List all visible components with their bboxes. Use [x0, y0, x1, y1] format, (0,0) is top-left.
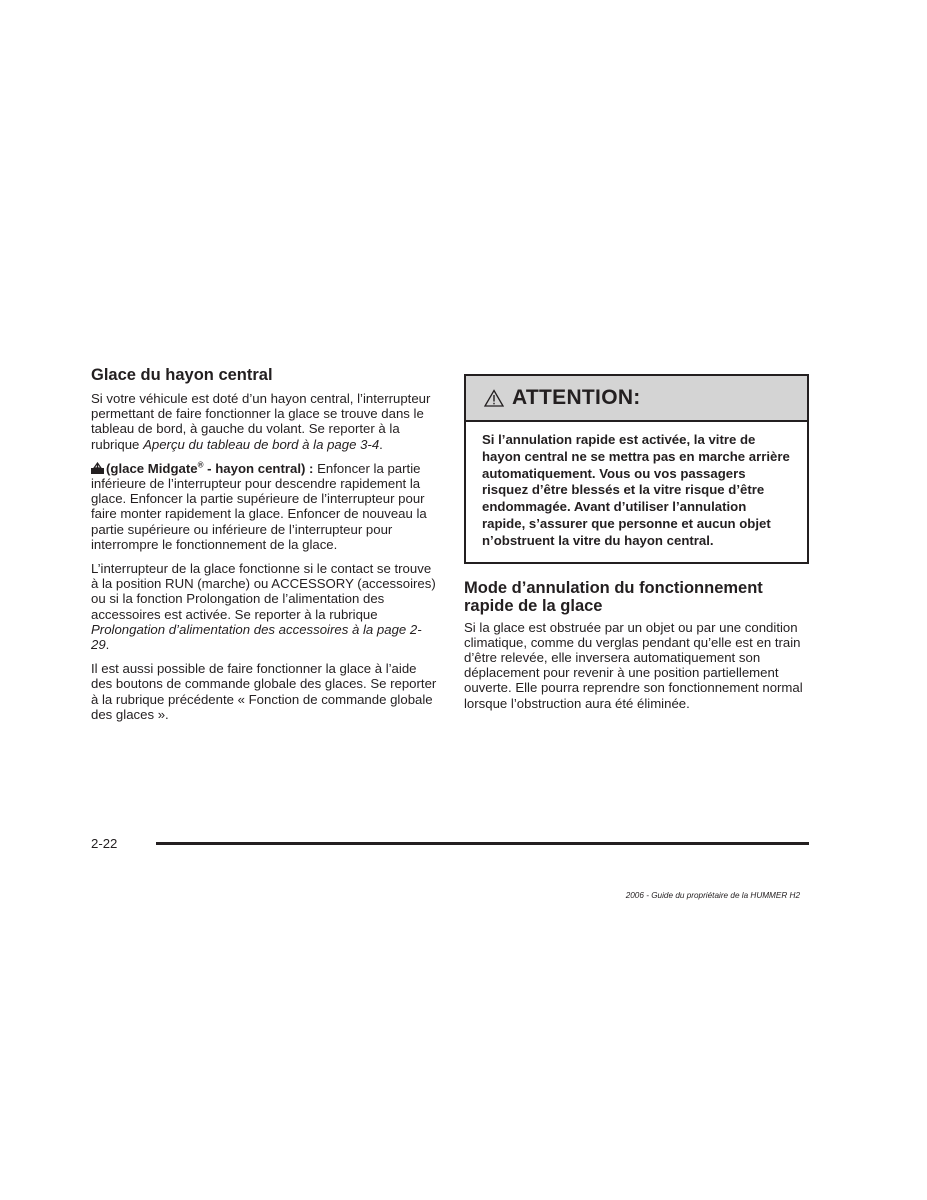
- paragraph-midgate: [91, 461, 437, 552]
- attention-title: ATTENTION:: [512, 386, 641, 409]
- footer-text: 2006 - Guide du propriétaire de la HUMMER H2: [625, 891, 800, 900]
- registered-mark: ®: [197, 460, 204, 470]
- intro-end: .: [379, 436, 383, 452]
- paragraph-intro: [91, 391, 437, 452]
- interrupteur-text: L’interrupteur de la glace fonctionne si le contact se trouve à la position RUN (marche) ou ACCESSORY (accessoires) ou si la fonction Prolongation de l’alimentation des accessoires est activée. Se reporter à la rubrique: [91, 561, 436, 622]
- paragraph-interrupteur: [91, 561, 437, 652]
- paragraph-commande-globale: Il est aussi possible de faire fonctionner la glace à l’aide des boutons de commande globale des glaces. Se reporter à la rubrique précédente « Fonction de commande globale des glaces ».: [91, 661, 437, 722]
- attention-header: [466, 376, 807, 422]
- paragraph-obstruction: Si la glace est obstruée par un objet ou par une condition climatique, comme du verglas pendant qu’elle est en train d’être relevée, elle inversera automatiquement son déplacement pour revenir à une position partiellement ouverte. Elle pourra reprendre son fonctionnement normal lorsque l’obstruction aura été éliminée.: [464, 619, 803, 711]
- right-column: [464, 374, 810, 720]
- intro-text: Si votre véhicule est doté d’un hayon central, l’interrupteur permettant de faire fonctionner la glace se trouve dans le tableau de bord, à gauche du volant. Se reporter à la rubrique: [91, 391, 431, 452]
- attention-box: [464, 374, 809, 564]
- midgate-label: (glace Midgate: [106, 460, 198, 476]
- attention-body: Si l’annulation rapide est activée, la vitre de hayon central ne se mettra pas en marche arrière automatiquement. Vous ou vos passagers risquez d’être blessés et la vitre risque d’être endommagée. Avant d’utiliser l’annulation rapide, s’assurer que personne et aucun objet n’obstruent la vitre du hayon central.: [482, 432, 790, 548]
- section-heading-mode-annulation: Mode d’annulation du fonctionnement rapide de la glace: [464, 578, 763, 615]
- midgate-label-2: - hayon central) :: [203, 460, 314, 476]
- footer-rule: [156, 842, 809, 845]
- midgate-text: Enfoncer la partie inférieure de l’interrupteur pour descendre rapidement la glace. Enfoncer la partie supérieure de l’interrupteur pour faire monter rapidement la glace. Enfoncer de nouveau la partie supérieure ou inférieure de l’interrupteur pour interrompre le fonctionnement de la glace.: [91, 460, 427, 552]
- midgate-window-icon: [91, 462, 104, 474]
- reference-apercu-tableau: Aperçu du tableau de bord à la page 3-4: [143, 436, 380, 452]
- page-number: 2-22: [91, 836, 118, 851]
- warning-triangle-icon: [484, 389, 504, 407]
- interrupteur-end: .: [105, 637, 110, 653]
- section-heading-glace-hayon: Glace du hayon central: [91, 366, 273, 384]
- left-column: [91, 366, 437, 731]
- reference-prolongation: Prolongation d’alimentation des accessoires à la page 2-29: [91, 621, 422, 653]
